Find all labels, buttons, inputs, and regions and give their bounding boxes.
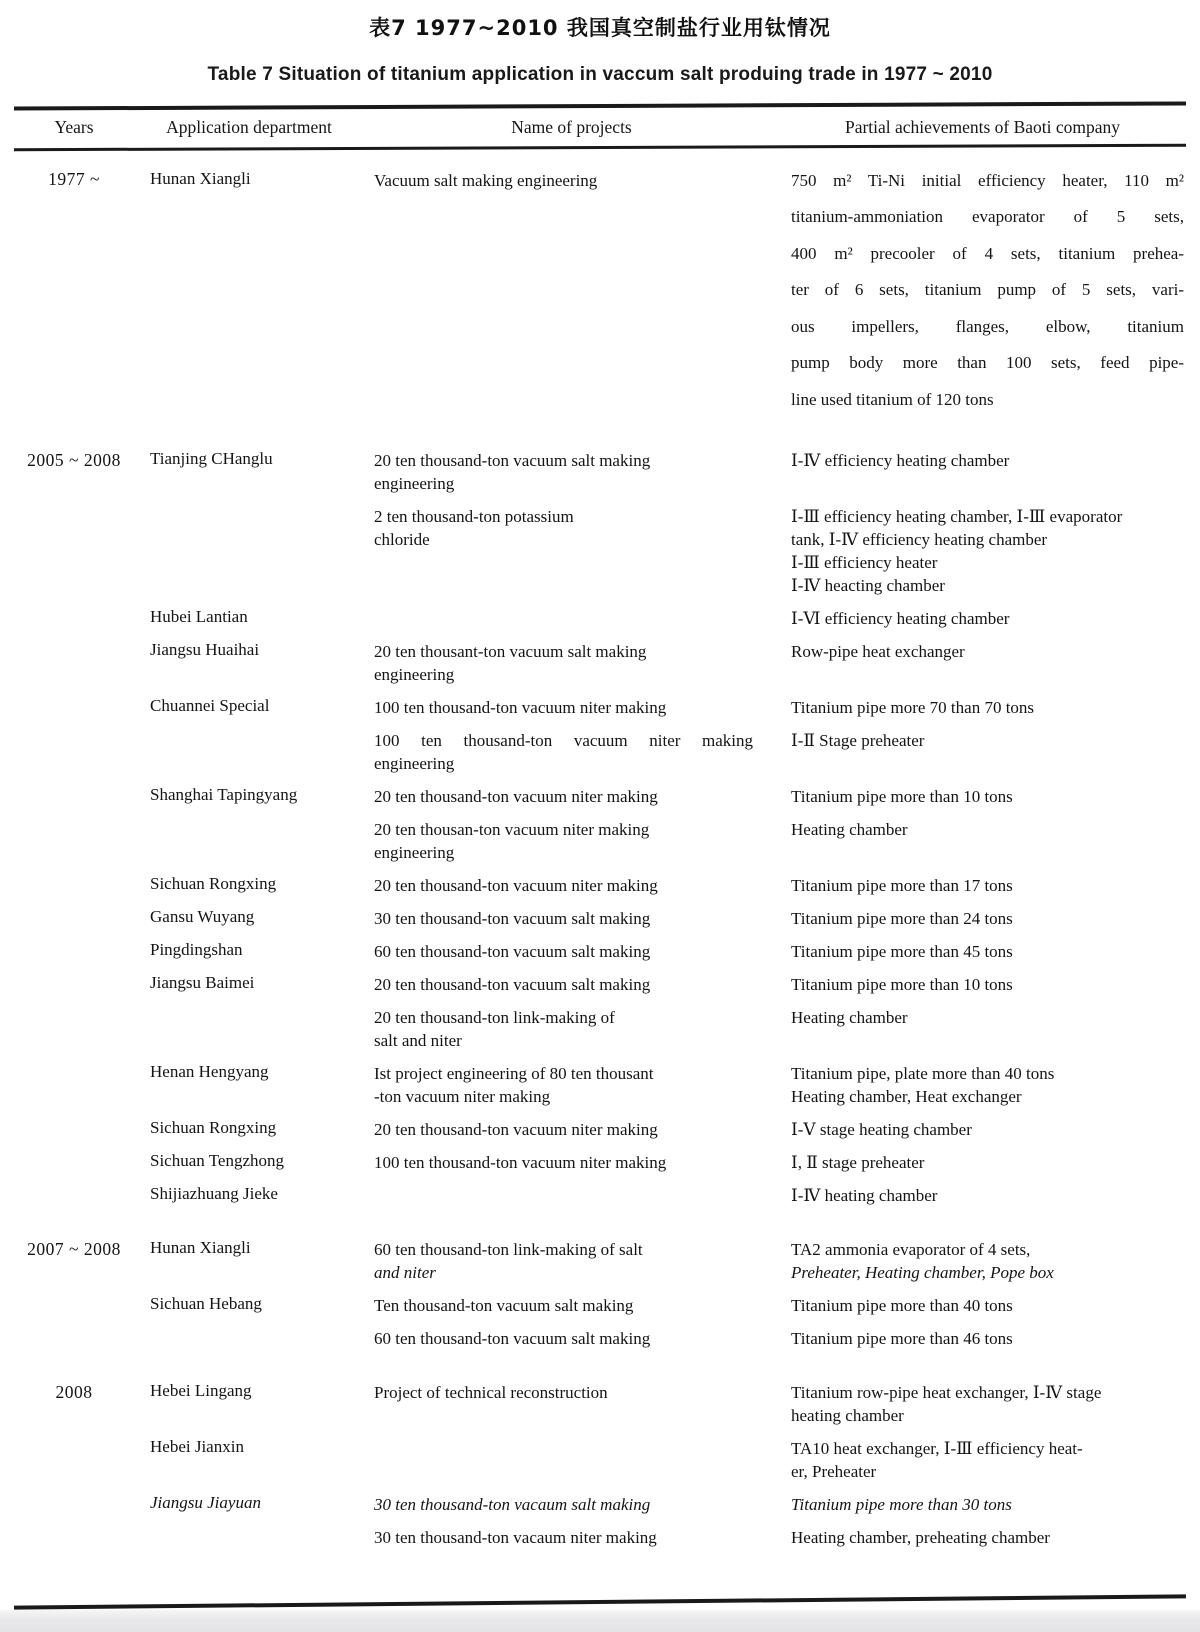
text-line: engineering (374, 474, 455, 494)
section-body (134, 1381, 1186, 1559)
text-line: 60 ten thousand-ton link-making of salt (374, 1240, 643, 1260)
group-items (364, 163, 1186, 419)
scanner-edge-strip (0, 1610, 1200, 1632)
achievement-cell (779, 729, 1186, 775)
achievement-cell (779, 785, 1186, 808)
table-header-row (0, 108, 1200, 146)
table-row (364, 1294, 1186, 1317)
project-cell (364, 607, 779, 630)
text-line: 30 ten thousand-ton vacuum salt making (374, 909, 651, 929)
project-cell (364, 1184, 779, 1207)
text-line: 400 m² precooler of 4 sets, titanium prehea- (791, 243, 1184, 263)
text-line: Heating chamber (791, 820, 908, 840)
text-line: engineering (374, 754, 455, 774)
table-row (364, 940, 1186, 963)
table-row (364, 449, 1186, 495)
text-line: Titanium pipe, plate more than 40 tons (791, 1064, 1055, 1084)
text-line: 20 ten thousand-ton vacuum niter making (374, 1120, 658, 1140)
text-line: 20 ten thousand-ton vacuum niter making (374, 787, 658, 807)
text-line: salt and niter (374, 1031, 462, 1051)
project-cell (364, 1294, 779, 1317)
project-cell (364, 907, 779, 930)
achievement-cell (779, 449, 1186, 495)
table-row (364, 785, 1186, 808)
table-row (364, 907, 1186, 930)
text-line: Titanium pipe more than 40 tons (791, 1296, 1013, 1316)
table-row (364, 1151, 1186, 1174)
column-header-name-of-projects: Name of projects (511, 117, 632, 137)
text-line: chloride (374, 530, 430, 550)
table-title-chinese: 表7 1977~2010 我国真空制盐行业用钛情况 (369, 16, 831, 40)
text-line: 20 ten thousand-ton vacuum salt making (374, 451, 651, 471)
project-cell (364, 1327, 779, 1350)
achievement-cell (779, 818, 1186, 864)
group-items (364, 1184, 1186, 1207)
achievement-cell (779, 973, 1186, 996)
achievement-cell (779, 1184, 1186, 1207)
table-row (364, 1062, 1186, 1108)
project-cell (364, 1493, 779, 1516)
table-row (364, 1184, 1186, 1207)
department-group (134, 785, 1186, 864)
table-section (14, 1238, 1186, 1360)
text-line: Heating chamber (791, 1008, 908, 1028)
text-line: Heating chamber, Heat exchanger (791, 1087, 1022, 1107)
achievement-cell (779, 696, 1186, 719)
text-line: 20 ten thousand-ton link-making of (374, 1008, 615, 1028)
table-row (364, 696, 1186, 719)
project-cell (364, 1062, 779, 1108)
group-items (364, 785, 1186, 864)
project-cell (364, 696, 779, 719)
project-cell (364, 874, 779, 897)
years-cell: 2005 ~ 2008 (27, 450, 121, 471)
text-line: Ⅰ-Ⅳ heating chamber (791, 1186, 938, 1206)
department-cell: Henan Hengyang (150, 1062, 269, 1082)
group-items (364, 607, 1186, 630)
table-body (0, 149, 1200, 1587)
text-line: 20 ten thousan-ton vacuum niter making (374, 820, 650, 840)
project-cell (364, 1006, 779, 1052)
achievement-cell (779, 640, 1186, 686)
text-line: 30 ten thousand-ton vacaum salt making (374, 1495, 651, 1515)
section-body (134, 449, 1186, 1217)
achievement-cell (779, 1327, 1186, 1350)
project-cell (364, 640, 779, 686)
table-row (364, 1327, 1186, 1350)
achievement-cell (779, 1381, 1186, 1427)
project-cell (364, 785, 779, 808)
department-cell: Gansu Wuyang (150, 907, 255, 927)
department-cell: Pingdingshan (150, 940, 243, 960)
text-line: er, Preheater (791, 1462, 877, 1482)
department-group (134, 973, 1186, 1052)
section-body (134, 1238, 1186, 1360)
department-cell: Hebei Lingang (150, 1381, 252, 1401)
text-line: 20 ten thousant-ton vacuum salt making (374, 642, 647, 662)
group-items (364, 1238, 1186, 1284)
text-line: Titanium pipe more than 45 tons (791, 942, 1013, 962)
project-cell (364, 505, 779, 597)
text-line: Titanium pipe more than 30 tons (791, 1495, 1012, 1515)
table-title-english: Table 7 Situation of titanium application in vaccum salt produing trade in 1977 ~ 2010 (207, 64, 993, 85)
achievement-cell (779, 607, 1186, 630)
group-items (364, 1493, 1186, 1549)
text-line: Ⅰ, Ⅱ stage preheater (791, 1153, 925, 1173)
text-line: and niter (374, 1263, 436, 1283)
years-cell: 1977 ~ (48, 168, 100, 189)
text-line: 20 ten thousand-ton vacuum salt making (374, 975, 651, 995)
achievement-cell (779, 163, 1186, 419)
column-header-years: Years (54, 117, 94, 137)
table-row (364, 163, 1186, 419)
table-row (364, 1437, 1186, 1483)
achievement-cell (779, 1006, 1186, 1052)
table-section (14, 1381, 1186, 1559)
text-line: 100 ten thousand-ton vacuum niter making (374, 698, 667, 718)
department-group (134, 1151, 1186, 1174)
department-group (134, 1381, 1186, 1427)
project-cell (364, 449, 779, 495)
department-group (134, 1493, 1186, 1549)
department-group (134, 940, 1186, 963)
department-cell: Hubei Lantian (150, 607, 248, 627)
department-cell: Sichuan Hebang (150, 1294, 262, 1314)
group-items (364, 1151, 1186, 1174)
text-line: Ten thousand-ton vacuum salt making (374, 1296, 634, 1316)
table-row (364, 640, 1186, 686)
text-line: 750 m² Ti-Ni initial efficiency heater, 110 m² (791, 170, 1184, 190)
text-line: Ⅰ-Ⅱ Stage preheater (791, 731, 925, 751)
group-items (364, 1294, 1186, 1350)
project-cell (364, 973, 779, 996)
group-items (364, 1381, 1186, 1427)
achievement-cell (779, 874, 1186, 897)
text-line: TA10 heat exchanger, Ⅰ-Ⅲ efficiency heat- (791, 1439, 1083, 1459)
text-line: Preheater, Heating chamber, Pope box (791, 1263, 1054, 1283)
group-items (364, 1118, 1186, 1141)
years-cell: 2007 ~ 2008 (27, 1239, 121, 1260)
table-row (364, 729, 1186, 775)
department-group (134, 640, 1186, 686)
department-cell: Tianjing CHanglu (150, 449, 273, 469)
department-cell: Sichuan Rongxing (150, 874, 277, 894)
department-cell: Jiangsu Jiayuan (150, 1493, 261, 1513)
department-group (134, 1294, 1186, 1350)
group-items (364, 640, 1186, 686)
table-row (364, 1381, 1186, 1427)
project-cell (364, 1238, 779, 1284)
text-line: Ⅰ-Ⅲ efficiency heating chamber, Ⅰ-Ⅲ evaporator (791, 507, 1123, 527)
achievement-cell (779, 1151, 1186, 1174)
table-row (364, 607, 1186, 630)
text-line: Project of technical reconstruction (374, 1383, 608, 1403)
table-row (364, 818, 1186, 864)
text-line: ter of 6 sets, titanium pump of 5 sets, vari- (791, 280, 1184, 300)
text-line: line used titanium of 120 tons (791, 389, 994, 409)
project-cell (364, 1118, 779, 1141)
department-group (134, 1118, 1186, 1141)
text-line: 60 ten thousand-ton vacuum salt making (374, 1329, 651, 1349)
department-cell: Chuannei Special (150, 696, 270, 716)
text-line: tank, Ⅰ-Ⅳ efficiency heating chamber (791, 530, 1048, 550)
table-bottom-rule (14, 1594, 1186, 1609)
department-group (134, 607, 1186, 630)
text-line: Titanium pipe more 70 than 70 tons (791, 698, 1035, 718)
achievement-cell (779, 907, 1186, 930)
department-cell: Hebei Jianxin (150, 1437, 244, 1457)
text-line: Titanium row-pipe heat exchanger, Ⅰ-Ⅳ stage (791, 1383, 1102, 1403)
group-items (364, 940, 1186, 963)
text-line: Ⅰ-Ⅳ heacting chamber (791, 576, 945, 596)
department-cell: Hunan Xiangli (150, 168, 251, 188)
department-group (134, 907, 1186, 930)
section-body (134, 163, 1186, 429)
text-line: 20 ten thousand-ton vacuum niter making (374, 876, 658, 896)
department-group (134, 449, 1186, 597)
achievement-cell (779, 940, 1186, 963)
group-items (364, 973, 1186, 1052)
achievement-cell (779, 1294, 1186, 1317)
department-cell: Jiangsu Baimei (150, 973, 255, 993)
group-items (364, 449, 1186, 597)
text-line: Titanium pipe more than 46 tons (791, 1329, 1013, 1349)
department-group (134, 1062, 1186, 1108)
text-line: Ⅰ-Ⅳ efficiency heating chamber (791, 451, 1010, 471)
table-row (364, 1493, 1186, 1516)
text-line: Row-pipe heat exchanger (791, 642, 965, 662)
group-items (364, 1437, 1186, 1483)
text-line: Titanium pipe more than 17 tons (791, 876, 1013, 896)
text-line: Titanium pipe more than 10 tons (791, 975, 1013, 995)
project-cell (364, 163, 779, 419)
table-row (364, 874, 1186, 897)
department-cell: Jiangsu Huaihai (150, 640, 260, 660)
text-line: 2 ten thousand-ton potassium (374, 507, 574, 527)
project-cell (364, 1437, 779, 1483)
department-cell: Shanghai Tapingyang (150, 785, 298, 805)
text-line: Ist project engineering of 80 ten thousant (374, 1064, 654, 1084)
table-row (364, 1118, 1186, 1141)
text-line: 100 ten thousand-ton vacuum niter making (374, 731, 753, 751)
group-items (364, 696, 1186, 775)
department-group (134, 163, 1186, 419)
text-line: Ⅰ-Ⅲ efficiency heater (791, 553, 938, 573)
text-line: pump body more than 100 sets, feed pipe- (791, 353, 1184, 373)
department-group (134, 874, 1186, 897)
text-line: Titanium pipe more than 24 tons (791, 909, 1013, 929)
achievement-cell (779, 1238, 1186, 1284)
table-row (364, 505, 1186, 597)
text-line: Ⅰ-Ⅵ efficiency heating chamber (791, 609, 1010, 629)
text-line: -ton vacuum niter making (374, 1087, 551, 1107)
department-cell: Sichuan Rongxing (150, 1118, 277, 1138)
table-section (14, 163, 1186, 429)
text-line: Heating chamber, preheating chamber (791, 1528, 1050, 1548)
achievement-cell (779, 1493, 1186, 1516)
department-group (134, 1437, 1186, 1483)
text-line: Vacuum salt making engineering (374, 170, 598, 190)
department-cell: Sichuan Tengzhong (150, 1151, 284, 1171)
project-cell (364, 1151, 779, 1174)
years-cell: 2008 (55, 1382, 93, 1403)
project-cell (364, 940, 779, 963)
group-items (364, 1062, 1186, 1108)
table-row (364, 973, 1186, 996)
text-line: heating chamber (791, 1406, 904, 1426)
project-cell (364, 818, 779, 864)
text-line: titanium-ammoniation evaporator of 5 sets, (791, 207, 1184, 227)
achievement-cell (779, 1062, 1186, 1108)
text-line: TA2 ammonia evaporator of 4 sets, (791, 1240, 1031, 1260)
text-line: engineering (374, 665, 455, 685)
project-cell (364, 1381, 779, 1427)
department-cell: Hunan Xiangli (150, 1238, 251, 1258)
text-line: 30 ten thousand-ton vacaum niter making (374, 1528, 657, 1548)
department-group (134, 1184, 1186, 1207)
group-items (364, 907, 1186, 930)
text-line: Titanium pipe more than 10 tons (791, 787, 1013, 807)
text-line: Ⅰ-Ⅴ stage heating chamber (791, 1120, 972, 1140)
achievement-cell (779, 1437, 1186, 1483)
text-line: engineering (374, 843, 455, 863)
column-header-application-department: Application department (166, 117, 332, 137)
column-header-partial-achievements: Partial achievements of Baoti company (844, 117, 1121, 137)
text-line: 100 ten thousand-ton vacuum niter making (374, 1153, 667, 1173)
project-cell (364, 729, 779, 775)
table-row (364, 1006, 1186, 1052)
department-group (134, 696, 1186, 775)
department-group (134, 1238, 1186, 1284)
table-row (364, 1238, 1186, 1284)
achievement-cell (779, 505, 1186, 597)
department-cell: Shijiazhuang Jieke (150, 1184, 278, 1204)
table-section (14, 449, 1186, 1217)
text-line: 60 ten thousand-ton vacuum salt making (374, 942, 651, 962)
group-items (364, 874, 1186, 897)
achievement-cell (779, 1118, 1186, 1141)
text-line: ous impellers, flanges, elbow, titanium (791, 316, 1184, 336)
